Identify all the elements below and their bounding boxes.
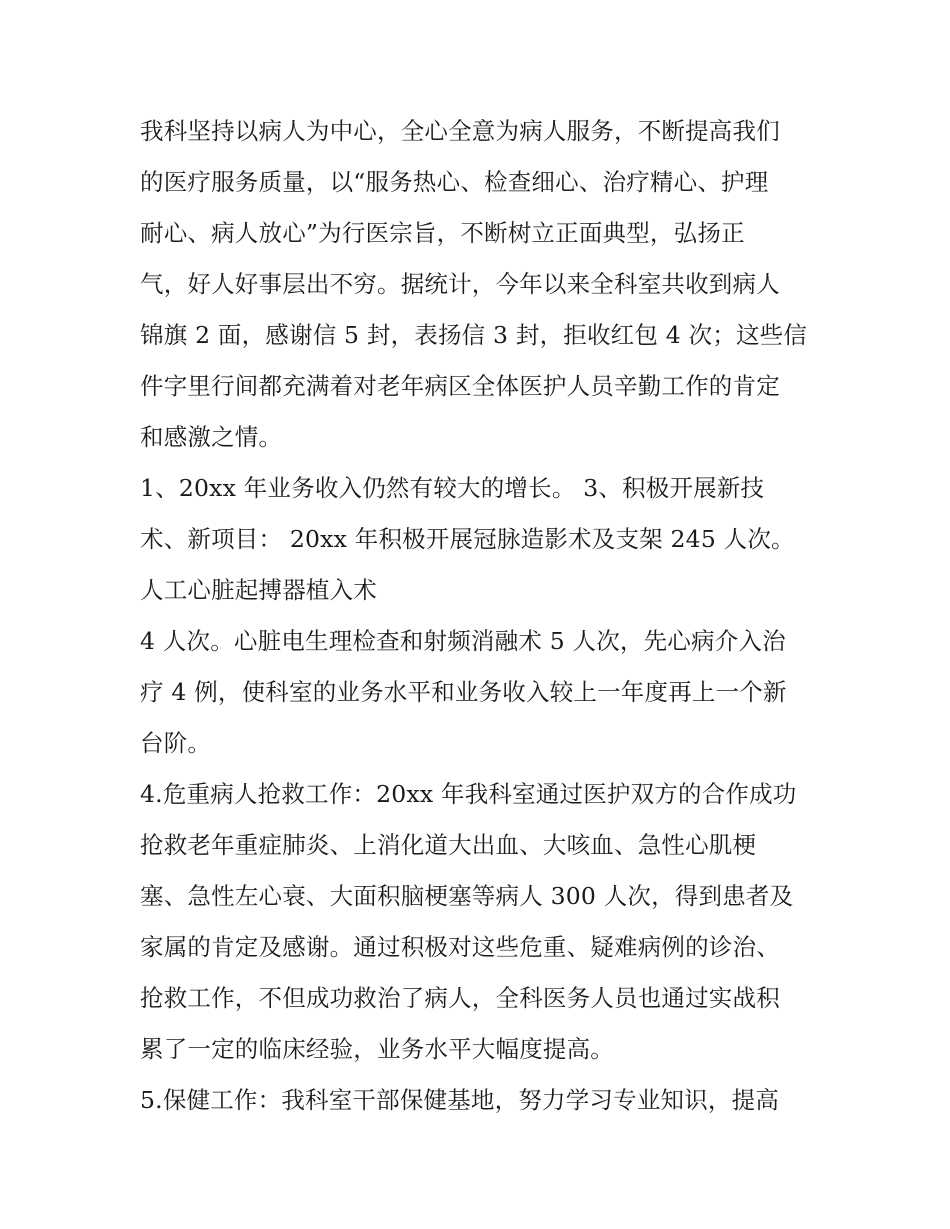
text-line: 台阶。: [140, 729, 212, 757]
text-line: 的医疗服务质量，以“服务热心、检查细心、治疗精心、护理: [140, 168, 769, 196]
text-line: 我科坚持以病人为中心，全心全意为病人服务，不断提高我们: [140, 117, 780, 145]
text-line: 塞、急性左心衰、大面积脑梗塞等病人 300 人次，得到患者及: [140, 882, 794, 910]
text-line: 家属的肯定及感谢。通过积极对这些危重、疑难病例的诊治、: [140, 933, 780, 961]
text-line: 件字里行间都充满着对老年病区全体医护人员辛勤工作的肯定: [140, 372, 780, 400]
text-line: 累了一定的临床经验，业务水平大幅度提高。: [140, 1035, 614, 1063]
text-line: 耐心、病人放心”为行医宗旨，不断树立正面典型，弘扬正: [140, 219, 745, 247]
text-line: 锦旗 2 面，感谢信 5 封，表扬信 3 封，拒收红包 4 次；这些信: [140, 321, 808, 349]
text-line: 5.保健工作：我科室干部保健基地，努力学习专业知识，提高: [140, 1086, 780, 1114]
text-line: 和感激之情。: [140, 423, 283, 451]
text-line: 4 人次。心脏电生理检查和射频消融术 5 人次，先心病介入治: [140, 627, 786, 655]
text-line: 术、新项目： 20xx 年积极开展冠脉造影术及支架 245 人次。: [140, 525, 795, 553]
text-line: 气，好人好事层出不穷。据统计，今年以来全科室共收到病人: [140, 270, 780, 298]
text-line: 人工心脏起搏器植入术: [140, 576, 377, 604]
document-body: [140, 106, 820, 1126]
text-line: 1、20xx 年业务收入仍然有较大的增长。 3、积极开展新技: [140, 474, 765, 502]
text-line: 抢救工作，不但成功救治了病人，全科医务人员也通过实战积: [140, 984, 780, 1012]
text-line: 4.危重病人抢救工作：20xx 年我科室通过医护双方的合作成功: [140, 780, 797, 808]
text-line: 疗 4 例，使科室的业务水平和业务收入较上一年度再上一个新: [140, 678, 787, 706]
text-line: 抢救老年重症肺炎、上消化道大出血、大咳血、急性心肌梗: [140, 831, 757, 859]
